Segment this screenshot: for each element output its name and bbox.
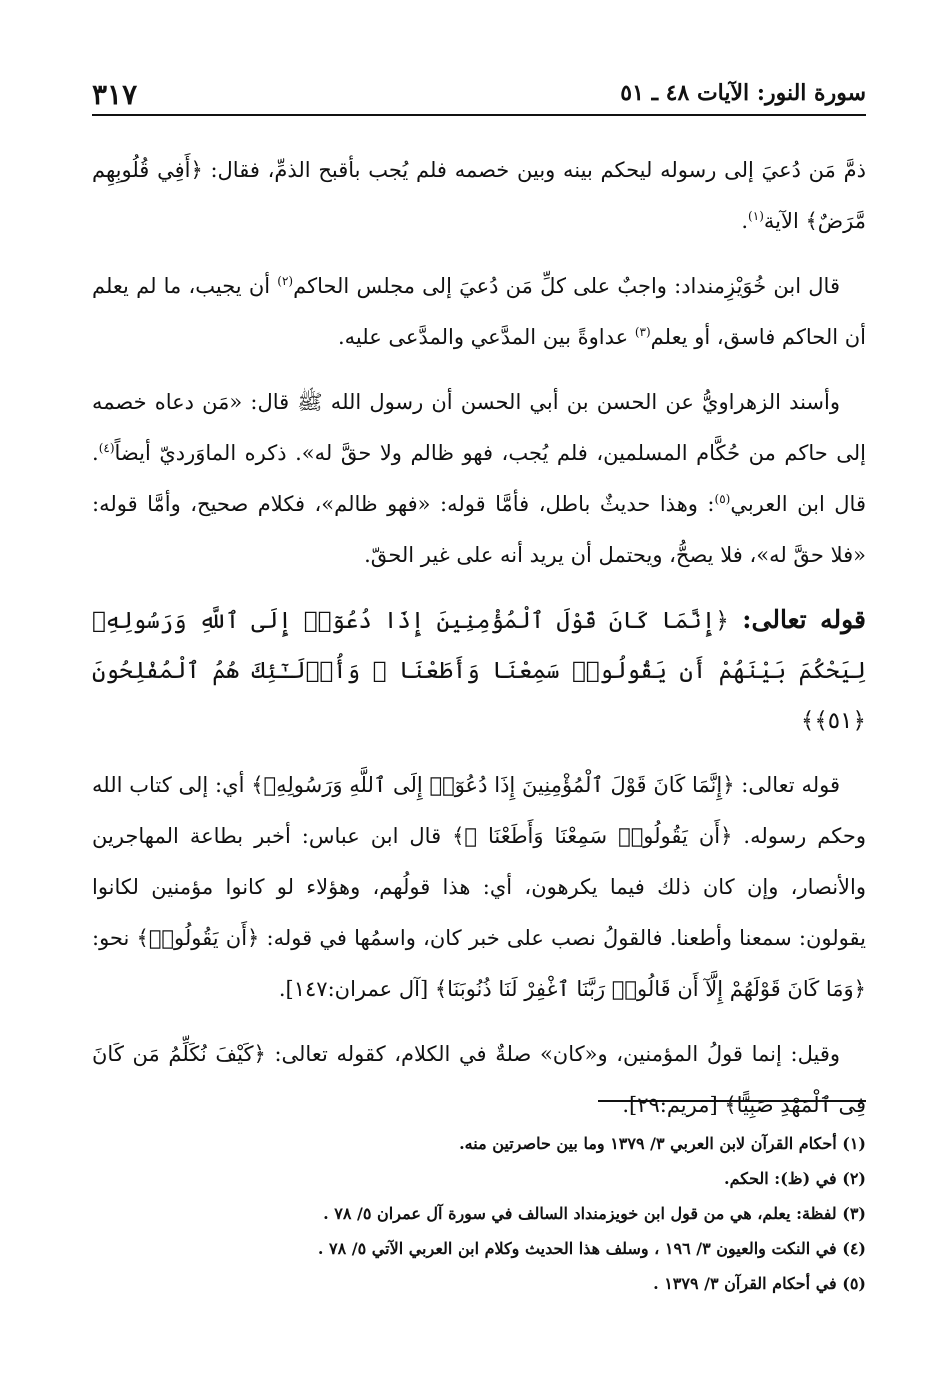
paragraph-3-text-b: . قال ابن العربي: [92, 441, 866, 516]
paragraph-2: [92, 261, 866, 363]
footnote-ref-4[interactable]: (٤): [98, 441, 115, 455]
page-number: ٣١٧: [92, 78, 138, 111]
footnote-1: (١) أحكام القرآن لابن العربي ٣/ ١٣٧٩ وما بين حاصرتين منه.: [459, 1134, 866, 1153]
footnote-2: (٢) في (ظ): الحكم.: [724, 1169, 866, 1188]
paragraph-1: [92, 145, 866, 247]
paragraph-3: [92, 377, 866, 581]
paragraph-2-text-c: عداوةً بين المدَّعي والمدَّعى عليه.: [338, 325, 635, 349]
paragraph-2-text-a: قال ابن خُوَيْزِمنداد: واجبٌ على كلِّ مَن دُعيَ إلى مجلس الحاكم: [293, 274, 840, 298]
paragraph-2-text-b: أن يجيب، ما لم يعلم أن الحاكم فاسق، أو يعلم: [92, 274, 866, 349]
page-header: [92, 70, 866, 116]
paragraph-5: وقيل: إنما قولُ المؤمنين، و«كان» صلةٌ في الكلام، كقوله تعالى: ﴿كَيْفَ نُكَلِّمُ مَن كَانَ فِى ٱلْمَهْدِ صَبِيًّا﴾ [مريم:٢٩].: [92, 1042, 866, 1117]
footnote-ref-5[interactable]: (٥): [714, 492, 731, 506]
footnote-4: (٤) في النكت والعيون ٣/ ١٩٦ ، وسلف هذا الحديث وكلام ابن العربي الآتي ٥/ ٧٨ .: [317, 1239, 866, 1258]
surah-title: سورة النور: الآيات ٤٨ ـ ٥١: [620, 80, 866, 106]
footnote-ref-1[interactable]: (١): [748, 209, 764, 223]
paragraph-3-text-c: : وهذا حديثٌ باطل، فأمَّا قوله: «فهو ظالم»، فكلام صحيح، وأمَّا قوله: «فلا حقَّ له»، فلا يصحُّ، ويحتمل أن يريد أنه على غير الحقّ.: [92, 492, 866, 567]
footnote-5: (٥) في أحكام القرآن ٣/ ١٣٧٩ .: [653, 1274, 866, 1293]
footnote-divider: [598, 1100, 866, 1102]
verse-text: ﴿إِنَّمَا كَانَ قَوْلَ ٱلْمُؤْمِنِينَ إِذَا دُعُوٓا۟ إِلَى ٱللَّهِ وَرَسُولِهِۦ لِيَحْكُمَ بَيْنَهُمْ أَن يَقُولُوا۟ سَمِعْنَا وَأَطَعْنَا ۚ وَأُو۟لَـٰٓئِكَ هُمُ ٱلْمُفْلِحُونَ ﴿٥١﴾﴾: [92, 608, 866, 734]
paragraph-1-end: .: [741, 209, 749, 233]
main-text: [92, 145, 866, 1145]
footnotes: [130, 1126, 866, 1301]
paragraph-3-text-a: وأسند الزهراويُّ عن الحسن بن أبي الحسن أن رسول الله ﷺ قال: «مَن دعاه خصمه إلى حاكم من حُكَّام المسلمين، فلم يُجب، فهو ظالم ولا حقَّ له». ذكره الماوَرديّ أيضاً: [92, 390, 866, 465]
verse-heading: [92, 595, 866, 746]
footnote-ref-3[interactable]: (٣): [634, 325, 651, 339]
footnote-3: (٣) لفظة: يعلم، هي من قول ابن خويزمنداد السالف في سورة آل عمران ٥/ ٧٨ .: [323, 1204, 866, 1223]
paragraph-4: قوله تعالى: ﴿إِنَّمَا كَانَ قَوْلَ ٱلْمُؤْمِنِينَ إِذَا دُعُوٓا۟ إِلَى ٱللَّهِ وَرَسُولِهِۦ﴾ أي: إلى كتاب الله وحكم رسوله. ﴿أَن يَقُولُوا۟ سَمِعْنَا وَأَطَعْنَا ۚ﴾ قال ابن عباس: أخبر بطاعة المهاجرين والأنصار، وإن كان ذلك فيما يكرهون، أي: هذا قولُهم، وهؤلاء لو كانوا مؤمنين لكانوا يقولون: سمعنا وأطعنا. فالقولُ نصب على خبر كان، واسمُها في قوله: ﴿أَن يَقُولُوا۟﴾ نحو: ﴿وَمَا كَانَ قَوْلَهُمْ إِلَّآ أَن قَالُوا۟ رَبَّنَا ٱغْفِرْ لَنَا ذُنُوبَنَا﴾ [آل عمران:١٤٧].: [92, 773, 866, 1001]
paragraph-1-text: ذمَّ مَن دُعيَ إلى رسوله ليحكم بينه وبين خصمه فلم يُجب بأقبح الذمِّ، فقال: ﴿أَفِي قُلُوبِهِم مَّرَضٌ﴾ الآية: [92, 158, 866, 233]
verse-lead: قوله تعالى:: [728, 605, 866, 634]
footnote-ref-2[interactable]: (٢): [277, 274, 294, 288]
